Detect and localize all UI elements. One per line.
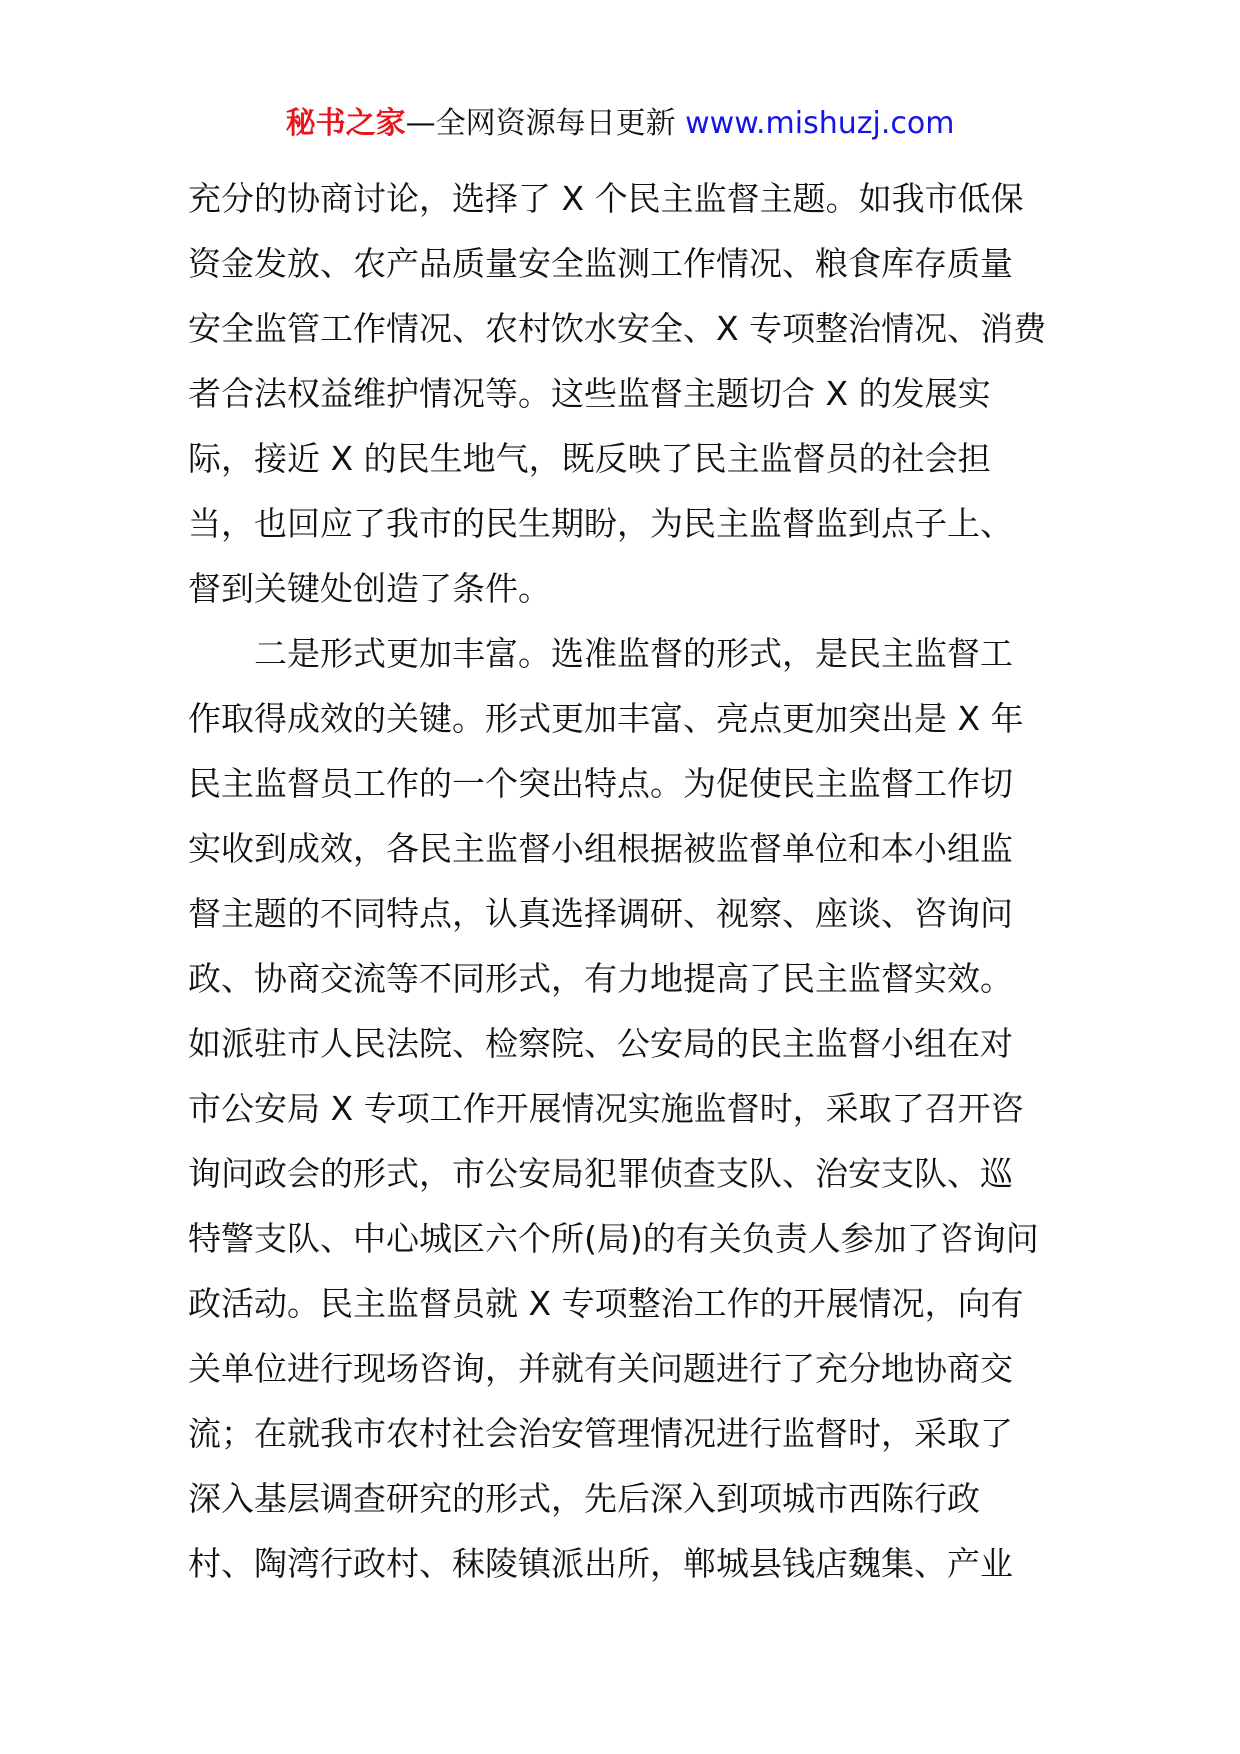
text-line: 特警支队、中心城区六个所(局)的有关负责人参加了咨询问 [188,1219,1039,1258]
header-tagline: —全网资源每日更新 [405,106,676,141]
page-header [0,100,1240,148]
text-line: 充分的协商讨论，选择了 X 个民主监督主题。如我市低保 [188,179,1024,218]
text-line: 资金发放、农产品质量安全监测工作情况、粮食库存质量 [188,244,1013,283]
paragraph-first-line: 二是形式更加丰富。选准监督的形式，是民主监督工 [254,634,1013,673]
text-line: 督到关键处创造了条件。 [188,569,551,608]
text-line: 实收到成效，各民主监督小组根据被监督单位和本小组监 [188,829,1013,868]
text-line: 际，接近 X 的民生地气，既反映了民主监督员的社会担 [188,439,991,478]
text-line: 流；在就我市农村社会治安管理情况进行监督时，采取了 [188,1414,1013,1453]
text-line: 者合法权益维护情况等。这些监督主题切合 X 的发展实 [188,374,991,413]
text-line: 作取得成效的关键。形式更加丰富、亮点更加突出是 X 年 [188,699,1024,738]
text-line: 村、陶湾行政村、秣陵镇派出所，郸城县钱店魏集、产业 [188,1544,1013,1583]
brand-name: 秘书之家 [285,106,406,141]
text-line: 督主题的不同特点，认真选择调研、视察、座谈、咨询问 [188,894,1013,933]
site-url-link[interactable]: www.mishuzj.com [685,106,955,141]
document-body [188,166,1068,1596]
text-line: 当，也回应了我市的民生期盼，为民主监督监到点子上、 [188,504,1013,543]
text-line: 深入基层调查研究的形式，先后深入到项城市西陈行政 [188,1479,980,1518]
text-line: 询问政会的形式，市公安局犯罪侦查支队、治安支队、巡 [188,1154,1013,1193]
text-line: 安全监管工作情况、农村饮水安全、X 专项整治情况、消费 [188,309,1047,348]
text-line: 民主监督员工作的一个突出特点。为促使民主监督工作切 [188,764,1013,803]
text-line: 如派驻市人民法院、检察院、公安局的民主监督小组在对 [188,1024,1013,1063]
text-line: 政、协商交流等不同形式，有力地提高了民主监督实效。 [188,959,1013,998]
text-line: 关单位进行现场咨询，并就有关问题进行了充分地协商交 [188,1349,1013,1388]
text-line: 市公安局 X 专项工作开展情况实施监督时，采取了召开咨 [188,1089,1024,1128]
text-line: 政活动。民主监督员就 X 专项整治工作的开展情况，向有 [188,1284,1024,1323]
